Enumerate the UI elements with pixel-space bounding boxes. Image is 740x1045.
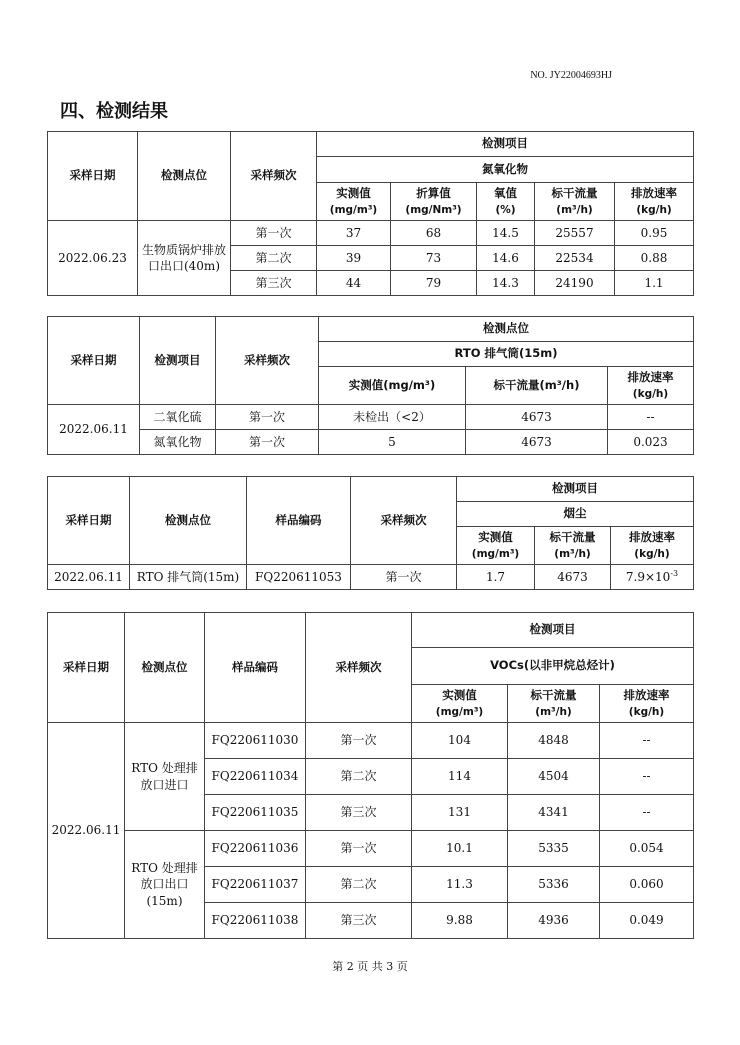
header-sampling-point: 检测点位: [130, 477, 247, 565]
cell: 39: [317, 246, 391, 271]
sample-code: FQ220611038: [205, 903, 306, 939]
cell: 4341: [508, 795, 600, 831]
sample-code: FQ220611030: [205, 723, 306, 759]
sampling-date: 2022.06.11: [48, 723, 125, 939]
cell: 4848: [508, 723, 600, 759]
header-item-name: 烟尘: [457, 502, 694, 527]
header-measured-value: 实测值 (mg/m³): [457, 527, 535, 565]
header-test-item: 检测项目: [457, 477, 694, 502]
frequency: 第一次: [306, 831, 412, 867]
cell: 14.5: [477, 221, 535, 246]
sample-code: FQ220611034: [205, 759, 306, 795]
header-flow: 标干流量(m³/h): [466, 367, 608, 405]
header-flow: 标干流量 (m³/h): [535, 183, 615, 221]
table-row: [48, 831, 694, 867]
cell: 14.3: [477, 271, 535, 296]
header-test-item: 检测项目: [317, 132, 694, 157]
header-frequency: 采样频次: [306, 613, 412, 723]
header-test-item: 检测项目: [140, 317, 216, 405]
header-item-name: 氮氧化物: [317, 157, 694, 183]
header-measured-value: 实测值 (mg/m³): [317, 183, 391, 221]
cell: 第一次: [216, 430, 319, 455]
table-row: [48, 221, 694, 246]
cell: 4504: [508, 759, 600, 795]
header-frequency: 采样频次: [216, 317, 319, 405]
cell: 68: [391, 221, 477, 246]
header-sample-code: 样品编码: [247, 477, 351, 565]
frequency: 第二次: [306, 759, 412, 795]
header-emission-rate: 排放速率 (kg/h): [611, 527, 694, 565]
table-row: [48, 565, 694, 590]
rto-dust-table: [47, 476, 694, 590]
cell: --: [600, 795, 694, 831]
cell: 11.3: [412, 867, 508, 903]
table-row: [48, 430, 694, 455]
rto-vocs-table: [47, 612, 694, 939]
sample-code: FQ220611053: [247, 565, 351, 590]
header-frequency: 采样频次: [231, 132, 317, 221]
cell: 二氧化硫: [140, 405, 216, 430]
sample-code: FQ220611036: [205, 831, 306, 867]
cell: 4673: [466, 405, 608, 430]
document-number: NO. JY22004693HJ: [530, 70, 612, 81]
cell: 0.049: [600, 903, 694, 939]
cell: 第三次: [231, 271, 317, 296]
sampling-point: 生物质锅炉排放口出口(40m): [138, 221, 231, 296]
cell: 24190: [535, 271, 615, 296]
cell: 4673: [466, 430, 608, 455]
sampling-date: 2022.06.11: [48, 565, 130, 590]
header-emission-rate: 排放速率 (kg/h): [600, 685, 694, 723]
cell: 10.1: [412, 831, 508, 867]
frequency: 第一次: [306, 723, 412, 759]
cell: 第二次: [231, 246, 317, 271]
frequency: 第三次: [306, 795, 412, 831]
cell: --: [608, 405, 694, 430]
cell: 37: [317, 221, 391, 246]
cell: 114: [412, 759, 508, 795]
sampling-date: 2022.06.23: [48, 221, 138, 296]
cell: 14.6: [477, 246, 535, 271]
header-emission-rate: 排放速率 (kg/h): [608, 367, 694, 405]
header-sampling-date: 采样日期: [48, 132, 138, 221]
header-item-name: VOCs(以非甲烷总烃计): [412, 648, 694, 685]
cell: 1.7: [457, 565, 535, 590]
cell: 0.023: [608, 430, 694, 455]
sampling-point-inlet: RTO 处理排放口进口: [125, 723, 205, 831]
header-measured-value: 实测值(mg/m³): [319, 367, 466, 405]
header-sampling-date: 采样日期: [48, 317, 140, 405]
header-oxygen: 氧值 (%): [477, 183, 535, 221]
section-heading: 四、检测结果: [60, 101, 168, 122]
cell: --: [600, 723, 694, 759]
sampling-date: 2022.06.11: [48, 405, 140, 455]
header-sampling-point: 检测点位: [138, 132, 231, 221]
frequency: 第一次: [351, 565, 457, 590]
sampling-point: RTO 排气筒(15m): [130, 565, 247, 590]
rto-so2-nox-table: [47, 316, 694, 455]
table-row: [48, 405, 694, 430]
emission-rate: $7.9\times 10^{-3}$: [611, 565, 694, 590]
cell: 9.88: [412, 903, 508, 939]
cell: 氮氧化物: [140, 430, 216, 455]
cell: 0.88: [615, 246, 694, 271]
cell: 22534: [535, 246, 615, 271]
page-footer: 第 2 页 共 3 页: [332, 960, 408, 973]
cell: --: [600, 759, 694, 795]
header-measured-value: 实测值 (mg/m³): [412, 685, 508, 723]
cell: 131: [412, 795, 508, 831]
header-frequency: 采样频次: [351, 477, 457, 565]
header-sampling-point: 检测点位: [125, 613, 205, 723]
sample-code: FQ220611035: [205, 795, 306, 831]
table-row: [48, 723, 694, 759]
cell: 1.1: [615, 271, 694, 296]
cell: 79: [391, 271, 477, 296]
cell: 未检出（<2）: [319, 405, 466, 430]
header-sample-code: 样品编码: [205, 613, 306, 723]
cell: 25557: [535, 221, 615, 246]
header-sampling-date: 采样日期: [48, 477, 130, 565]
header-point-name: RTO 排气筒(15m): [319, 342, 694, 367]
nox-boiler-results-table: [47, 131, 694, 296]
cell: 0.060: [600, 867, 694, 903]
sample-code: FQ220611037: [205, 867, 306, 903]
frequency: 第三次: [306, 903, 412, 939]
header-emission-rate: 排放速率 (kg/h): [615, 183, 694, 221]
cell: 0.054: [600, 831, 694, 867]
frequency: 第二次: [306, 867, 412, 903]
cell: 0.95: [615, 221, 694, 246]
cell: 5335: [508, 831, 600, 867]
header-test-item: 检测项目: [412, 613, 694, 648]
header-converted-value: 折算值 (mg/Nm³): [391, 183, 477, 221]
cell: 73: [391, 246, 477, 271]
cell: 4936: [508, 903, 600, 939]
header-sampling-point: 检测点位: [319, 317, 694, 342]
cell: 第一次: [231, 221, 317, 246]
header-flow: 标干流量 (m³/h): [508, 685, 600, 723]
header-sampling-date: 采样日期: [48, 613, 125, 723]
header-flow: 标干流量 (m³/h): [535, 527, 611, 565]
cell: 第一次: [216, 405, 319, 430]
cell: 4673: [535, 565, 611, 590]
cell: 44: [317, 271, 391, 296]
cell: 5: [319, 430, 466, 455]
cell: 104: [412, 723, 508, 759]
sampling-point-outlet: RTO 处理排放口出口(15m): [125, 831, 205, 939]
cell: 5336: [508, 867, 600, 903]
